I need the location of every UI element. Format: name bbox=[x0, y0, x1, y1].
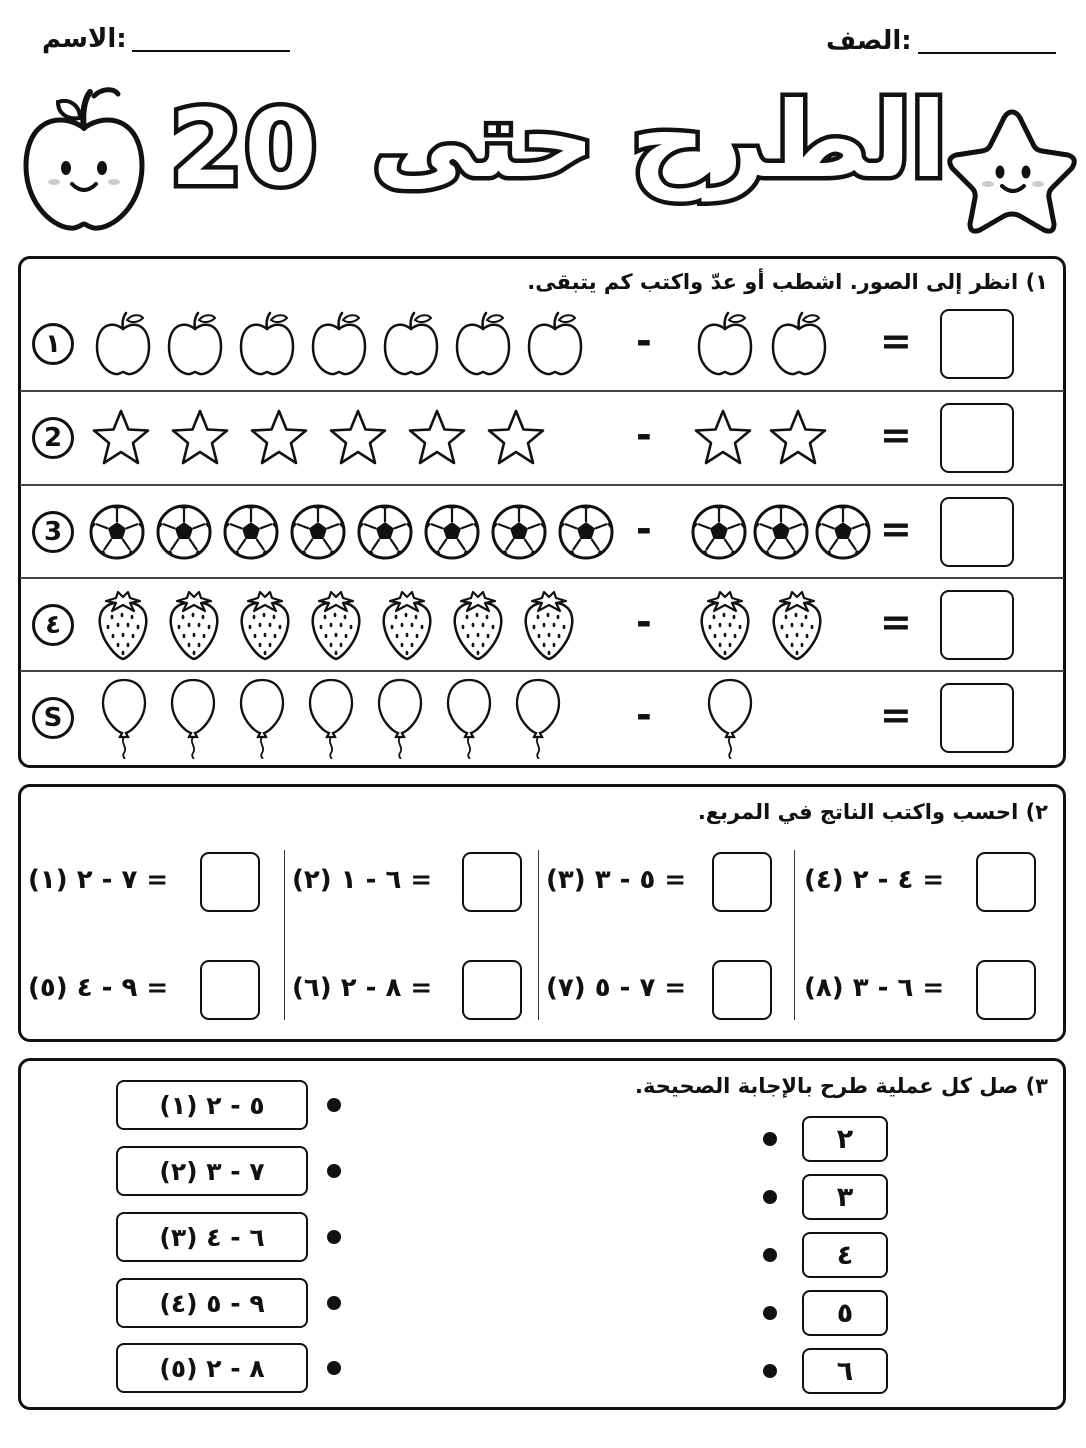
problem-number-badge: 3 bbox=[32, 511, 74, 553]
star-icon[interactable] bbox=[169, 408, 231, 472]
soccer-ball-icon[interactable] bbox=[88, 503, 146, 565]
title-number: 20 bbox=[170, 87, 319, 209]
star-mascot-icon bbox=[944, 106, 1080, 236]
strawberry-icon[interactable] bbox=[378, 589, 436, 665]
section3-instruction: ٣) صل كل عملية طرح بالإجابة الصحيحة. bbox=[635, 1074, 1048, 1098]
soccer-ball-icon[interactable] bbox=[690, 503, 748, 565]
connect-dot[interactable] bbox=[763, 1132, 777, 1146]
answer-box[interactable] bbox=[712, 960, 772, 1020]
strawberry-icon[interactable] bbox=[165, 589, 223, 665]
strawberry-icon[interactable] bbox=[94, 589, 152, 665]
row-divider bbox=[20, 484, 1064, 486]
balloon-icon[interactable] bbox=[445, 677, 493, 763]
minus-sign: - bbox=[636, 319, 652, 363]
problem-number-badge: ١ bbox=[32, 323, 74, 365]
connect-dot[interactable] bbox=[327, 1230, 341, 1244]
strawberry-icon[interactable] bbox=[449, 589, 507, 665]
problem-number-badge: S bbox=[32, 697, 74, 739]
row-divider bbox=[20, 670, 1064, 672]
strawberry-icon[interactable] bbox=[696, 589, 754, 665]
soccer-ball-icon[interactable] bbox=[155, 503, 213, 565]
equals-sign: = bbox=[880, 507, 912, 551]
subtraction-problem: (١) ٧ - ٢ = bbox=[28, 865, 169, 895]
match-equation[interactable]: (٤) ٩ - ٥ bbox=[116, 1278, 308, 1328]
balloon-icon[interactable] bbox=[238, 677, 286, 763]
subtraction-problem: (٧) ٧ - ٥ = bbox=[546, 973, 687, 1003]
minus-sign: - bbox=[636, 600, 652, 644]
balloon-icon[interactable] bbox=[169, 677, 217, 763]
minus-sign: - bbox=[636, 507, 652, 551]
star-icon[interactable] bbox=[406, 408, 468, 472]
connect-dot[interactable] bbox=[763, 1364, 777, 1378]
answer-box[interactable] bbox=[976, 960, 1036, 1020]
answer-box[interactable] bbox=[462, 960, 522, 1020]
soccer-ball-icon[interactable] bbox=[557, 503, 615, 565]
star-icon[interactable] bbox=[767, 408, 829, 472]
match-equation[interactable]: (٥) ٨ - ٢ bbox=[116, 1343, 308, 1393]
subtraction-problem: (٢) ٦ - ١ = bbox=[292, 865, 433, 895]
match-answer[interactable]: ٣ bbox=[802, 1174, 888, 1220]
answer-box[interactable] bbox=[712, 852, 772, 912]
strawberry-icon[interactable] bbox=[768, 589, 826, 665]
subtraction-problem: (٨) ٦ - ٣ = bbox=[804, 973, 945, 1003]
balloon-icon[interactable] bbox=[706, 677, 754, 763]
subtraction-problem: (٤) ٤ - ٢ = bbox=[804, 865, 945, 895]
minus-sign: - bbox=[636, 413, 652, 457]
answer-box[interactable] bbox=[940, 403, 1014, 473]
equals-sign: = bbox=[880, 319, 912, 363]
column-divider bbox=[538, 850, 539, 1020]
column-divider bbox=[794, 850, 795, 1020]
connect-dot[interactable] bbox=[327, 1164, 341, 1178]
star-icon[interactable] bbox=[90, 408, 152, 472]
equals-sign: = bbox=[880, 600, 912, 644]
equals-sign: = bbox=[880, 413, 912, 457]
title-text: الطرح حتى bbox=[372, 79, 947, 201]
column-divider bbox=[284, 850, 285, 1020]
apple-mascot-icon bbox=[18, 84, 150, 234]
name-blank-line[interactable] bbox=[132, 50, 290, 52]
problem-number-badge: 2 bbox=[32, 417, 74, 459]
match-answer[interactable]: ٦ bbox=[802, 1348, 888, 1394]
balloon-icon[interactable] bbox=[514, 677, 562, 763]
connect-dot[interactable] bbox=[327, 1296, 341, 1310]
answer-box[interactable] bbox=[462, 852, 522, 912]
section2-instruction: ٢) احسب واكتب الناتج في المربع. bbox=[697, 800, 1048, 824]
minus-sign: - bbox=[636, 693, 652, 737]
match-answer[interactable]: ٥ bbox=[802, 1290, 888, 1336]
class-label: الصف: bbox=[826, 26, 912, 56]
balloon-icon[interactable] bbox=[376, 677, 424, 763]
balloon-icon[interactable] bbox=[307, 677, 355, 763]
balloon-icon[interactable] bbox=[100, 677, 148, 763]
strawberry-icon[interactable] bbox=[307, 589, 365, 665]
class-blank-line[interactable] bbox=[918, 52, 1056, 54]
strawberry-icon[interactable] bbox=[236, 589, 294, 665]
apple-icon[interactable] bbox=[310, 311, 368, 381]
match-answer[interactable]: ٢ bbox=[802, 1116, 888, 1162]
soccer-ball-icon[interactable] bbox=[490, 503, 548, 565]
answer-box[interactable] bbox=[940, 590, 1014, 660]
answer-box[interactable] bbox=[200, 960, 260, 1020]
match-equation[interactable]: (٢) ٧ - ٣ bbox=[116, 1146, 308, 1196]
soccer-ball-icon[interactable] bbox=[356, 503, 414, 565]
connect-dot[interactable] bbox=[327, 1098, 341, 1112]
match-answer[interactable]: ٤ bbox=[802, 1232, 888, 1278]
equals-sign: = bbox=[880, 693, 912, 737]
subtraction-problem: (٦) ٨ - ٢ = bbox=[292, 973, 433, 1003]
soccer-ball-icon[interactable] bbox=[752, 503, 810, 565]
apple-icon[interactable] bbox=[382, 311, 440, 381]
section1-instruction: ١) انظر إلى الصور. اشطب أو عدّ واكتب كم يتبقى. bbox=[527, 270, 1048, 294]
answer-box[interactable] bbox=[940, 497, 1014, 567]
apple-icon[interactable] bbox=[238, 311, 296, 381]
connect-dot[interactable] bbox=[327, 1361, 341, 1375]
apple-icon[interactable] bbox=[166, 311, 224, 381]
name-label: الاسم: bbox=[42, 24, 127, 54]
apple-icon[interactable] bbox=[770, 311, 828, 381]
problem-number-badge: ٤ bbox=[32, 604, 74, 646]
connect-dot[interactable] bbox=[763, 1190, 777, 1204]
soccer-ball-icon[interactable] bbox=[814, 503, 872, 565]
soccer-ball-icon[interactable] bbox=[222, 503, 280, 565]
subtraction-problem: (٣) ٥ - ٣ = bbox=[546, 865, 687, 895]
match-equation[interactable]: (١) ٥ - ٢ bbox=[116, 1080, 308, 1130]
soccer-ball-icon[interactable] bbox=[289, 503, 347, 565]
subtraction-problem: (٥) ٩ - ٤ = bbox=[28, 973, 169, 1003]
strawberry-icon[interactable] bbox=[520, 589, 578, 665]
answer-box[interactable] bbox=[976, 852, 1036, 912]
apple-icon[interactable] bbox=[454, 311, 512, 381]
apple-icon[interactable] bbox=[696, 311, 754, 381]
star-icon[interactable] bbox=[327, 408, 389, 472]
connect-dot[interactable] bbox=[763, 1248, 777, 1262]
connect-dot[interactable] bbox=[763, 1306, 777, 1320]
star-icon[interactable] bbox=[692, 408, 754, 472]
soccer-ball-icon[interactable] bbox=[423, 503, 481, 565]
star-icon[interactable] bbox=[248, 408, 310, 472]
answer-box[interactable] bbox=[940, 683, 1014, 753]
row-divider bbox=[20, 577, 1064, 579]
apple-icon[interactable] bbox=[94, 311, 152, 381]
answer-box[interactable] bbox=[200, 852, 260, 912]
row-divider bbox=[20, 390, 1064, 392]
answer-box[interactable] bbox=[940, 309, 1014, 379]
apple-icon[interactable] bbox=[526, 311, 584, 381]
match-equation[interactable]: (٣) ٦ - ٤ bbox=[116, 1212, 308, 1262]
star-icon[interactable] bbox=[485, 408, 547, 472]
